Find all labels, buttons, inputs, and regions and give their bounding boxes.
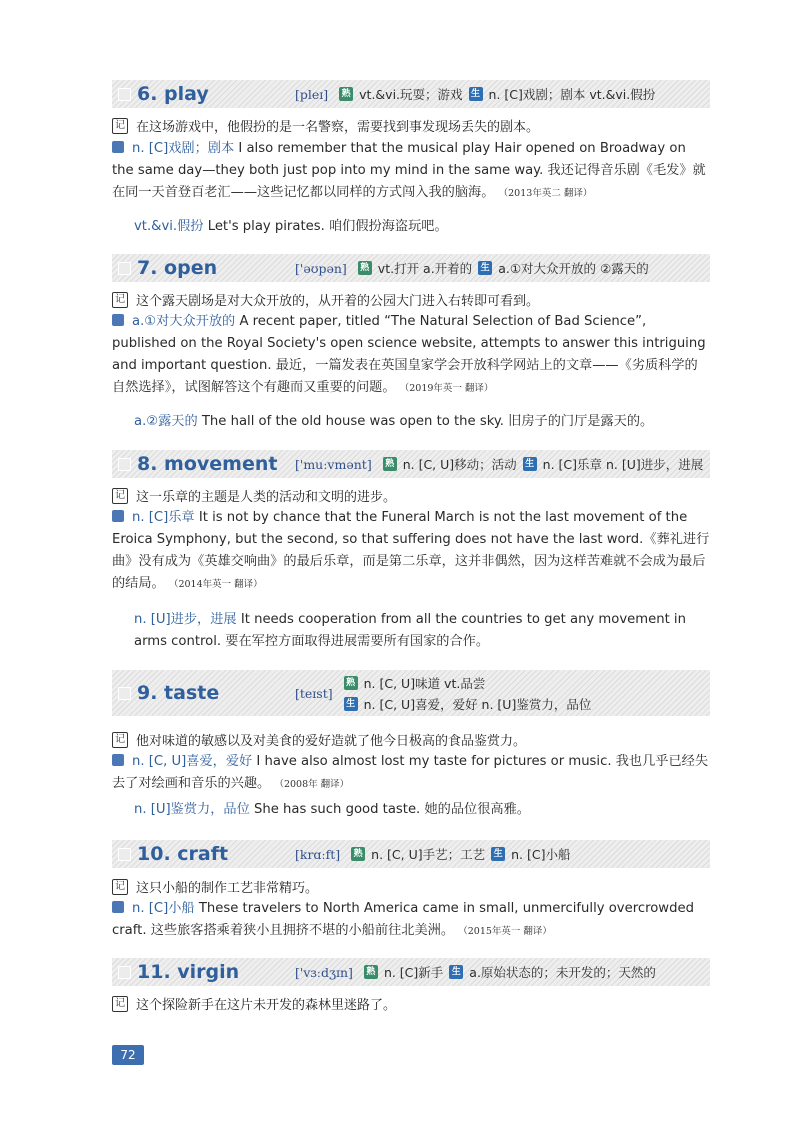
familiar-icon: 熟 — [351, 847, 365, 861]
example-block — [112, 898, 710, 943]
headword: 11. virgin — [137, 961, 240, 983]
example-label: n. [C]乐章 — [132, 510, 195, 525]
example-source: （2019年英一 翻译） — [399, 383, 494, 394]
familiar-def: n. [C, U]移动；活动 — [402, 457, 517, 472]
example-text: She has such good taste. 她的品位很高雅。 — [254, 802, 530, 817]
memo-icon: 记 — [112, 488, 128, 504]
word-header — [112, 450, 710, 478]
new-meaning-icon: 生 — [449, 965, 463, 979]
example-icon — [112, 754, 124, 766]
example-label: n. [U]鉴赏力，品位 — [134, 802, 250, 817]
example-icon — [112, 141, 124, 153]
checkbox-icon[interactable] — [118, 848, 131, 861]
headword: 7. open — [137, 257, 218, 279]
new-meaning-icon: 生 — [523, 457, 537, 471]
new-def: n. [C]乐章 n. [U]进步，进展 — [542, 457, 704, 472]
example-text: It is not by chance that the Funeral March is not the last movement of the Eroica Symphony, but the second, so that suffering does not have the last word.《葬礼进行曲》没有成为《英雄交响曲》的最后乐章，而是第二乐章，这并非偶然，因为这样苦难就不会成为最后的结局。 — [112, 510, 710, 591]
example-label: n. [U]进步，进展 — [134, 612, 237, 627]
word-header — [112, 670, 710, 716]
familiar-def: n. [C]新手 — [383, 965, 444, 980]
new-def: a.原始状态的；未开发的；天然的 — [469, 965, 656, 980]
memo-icon: 记 — [112, 732, 128, 748]
example-block — [112, 799, 710, 821]
new-def: n. [C, U]喜爱，爱好 n. [U]鉴赏力，品位 — [363, 696, 592, 712]
memo-icon: 记 — [112, 118, 128, 134]
word-header — [112, 958, 710, 986]
entry-virgin — [112, 958, 710, 986]
example-source: （2008年 翻译） — [274, 779, 350, 790]
word-header — [112, 80, 710, 108]
definitions — [355, 259, 649, 277]
example-source: （2014年英一 翻译） — [168, 579, 263, 590]
familiar-icon: 熟 — [344, 676, 358, 690]
definitions — [348, 845, 570, 863]
example-source: （2013年英二 翻译） — [498, 188, 593, 199]
word-header — [112, 840, 710, 868]
example-block — [112, 751, 710, 796]
checkbox-icon[interactable] — [118, 966, 131, 979]
example-label: a.②露天的 — [134, 414, 198, 429]
headword: 9. taste — [137, 682, 220, 704]
example-text: It needs cooperation from all the countries to get any movement in arms control. 要在军控方面取得进展需要所有国家的合作。 — [134, 612, 686, 649]
example-text: A recent paper, titled “The Natural Selection of Bad Science”, published on the Royal Society's open science website, attempts to answer this intriguing and important question. 最近，一篇发表在英国皇家学会开放科学网站上的文章——《劣质科学的自然选择》，试图解答这个有趣而又重要的问题。 — [112, 314, 706, 395]
example-icon — [112, 901, 124, 913]
example-icon — [112, 510, 124, 522]
entry-taste — [112, 670, 710, 716]
memo-text: 这只小船的制作工艺非常精巧。 — [136, 881, 319, 896]
memo-text: 这个露天剧场是对大众开放的，从开着的公园大门进入右转即可看到。 — [136, 294, 540, 309]
memo-icon: 记 — [112, 292, 128, 308]
example-block — [112, 507, 710, 596]
new-meaning-icon: 生 — [469, 87, 483, 101]
definitions — [341, 674, 592, 713]
definitions — [336, 85, 655, 103]
new-meaning-icon: 生 — [478, 261, 492, 275]
familiar-icon: 熟 — [339, 87, 353, 101]
phonetic: [teɪst] — [295, 685, 333, 701]
memo-icon: 记 — [112, 996, 128, 1012]
new-def: a.①对大众开放的 ②露天的 — [498, 261, 649, 276]
new-meaning-icon: 生 — [344, 697, 358, 711]
memo-line — [112, 730, 526, 749]
checkbox-icon[interactable] — [118, 262, 131, 275]
phonetic: ['əʊpən] — [295, 260, 347, 276]
example-block — [112, 411, 710, 433]
example-source: （2015年英一 翻译） — [458, 926, 552, 937]
memo-line — [112, 290, 539, 309]
memo-text: 这个探险新手在这片未开发的森林里迷路了。 — [136, 998, 397, 1013]
familiar-def: vt.&vi.玩耍；游戏 — [359, 87, 463, 102]
memo-line — [112, 486, 396, 505]
familiar-icon: 熟 — [358, 261, 372, 275]
memo-line — [112, 877, 318, 896]
headword: 6. play — [137, 83, 209, 105]
memo-text: 在这场游戏中，他假扮的是一名警察，需要找到事发现场丢失的剧本。 — [136, 120, 540, 135]
example-label: n. [C]戏剧；剧本 — [132, 141, 235, 156]
example-text: These travelers to North America came in small, unmercifully overcrowded craft. 这些旅客搭乘着狭小且拥挤不堪的小船前往北美洲。 — [112, 901, 694, 938]
new-def: n. [C]戏剧；剧本 vt.&vi.假扮 — [488, 87, 656, 102]
phonetic: [krɑːft] — [295, 846, 341, 862]
phonetic: ['muːvmənt] — [295, 456, 372, 472]
example-text: The hall of the old house was open to the sky. 旧房子的门厅是露天的。 — [201, 414, 654, 429]
entry-movement — [112, 450, 710, 478]
memo-line — [112, 994, 396, 1013]
checkbox-icon[interactable] — [118, 88, 131, 101]
example-label: a.①对大众开放的 — [132, 314, 236, 329]
page-number: 72 — [112, 1045, 144, 1065]
example-icon — [112, 314, 124, 326]
example-text: I have also almost lost my taste for pictures or music. 我也几乎已经失去了对绘画和音乐的兴趣。 — [112, 754, 709, 791]
entry-play — [112, 80, 710, 108]
entry-craft — [112, 840, 710, 868]
memo-text: 他对味道的敏感以及对美食的爱好造就了他今日极高的食品鉴赏力。 — [136, 734, 527, 749]
familiar-def: n. [C, U]手艺；工艺 — [371, 847, 486, 862]
new-meaning-icon: 生 — [491, 847, 505, 861]
example-label: n. [C]小船 — [132, 901, 195, 916]
example-label: vt.&vi.假扮 — [134, 219, 204, 234]
headword: 8. movement — [137, 453, 278, 475]
definitions — [361, 963, 656, 981]
example-text: I also remember that the musical play Hair opened on Broadway on the same day—they both just pop into my mind in the same way. 我还记得音乐剧《毛发》就在同一天首登百老汇——这些记忆都以同样的方式闯入我的脑海。 — [112, 141, 706, 200]
memo-text: 这一乐章的主题是人类的活动和文明的进步。 — [136, 490, 397, 505]
example-block — [112, 609, 710, 653]
memo-line — [112, 116, 539, 135]
memo-icon: 记 — [112, 879, 128, 895]
entry-open — [112, 254, 710, 282]
phonetic: ['vɜːdʒɪn] — [295, 964, 353, 980]
familiar-def: vt.打开 a.开着的 — [377, 261, 473, 276]
checkbox-icon[interactable] — [118, 687, 131, 700]
example-label: n. [C, U]喜爱，爱好 — [132, 754, 253, 769]
checkbox-icon[interactable] — [118, 458, 131, 471]
new-def: n. [C]小船 — [511, 847, 571, 862]
example-block — [112, 216, 710, 238]
phonetic: [pleɪ] — [295, 86, 329, 102]
definitions — [380, 455, 704, 473]
familiar-icon: 熟 — [364, 965, 378, 979]
familiar-def: n. [C, U]味道 vt.品尝 — [363, 675, 486, 691]
example-text: Let's play pirates. 咱们假扮海盗玩吧。 — [207, 219, 448, 234]
headword: 10. craft — [137, 843, 229, 865]
example-block — [112, 138, 710, 205]
familiar-icon: 熟 — [383, 457, 397, 471]
example-block — [112, 311, 710, 400]
word-header — [112, 254, 710, 282]
